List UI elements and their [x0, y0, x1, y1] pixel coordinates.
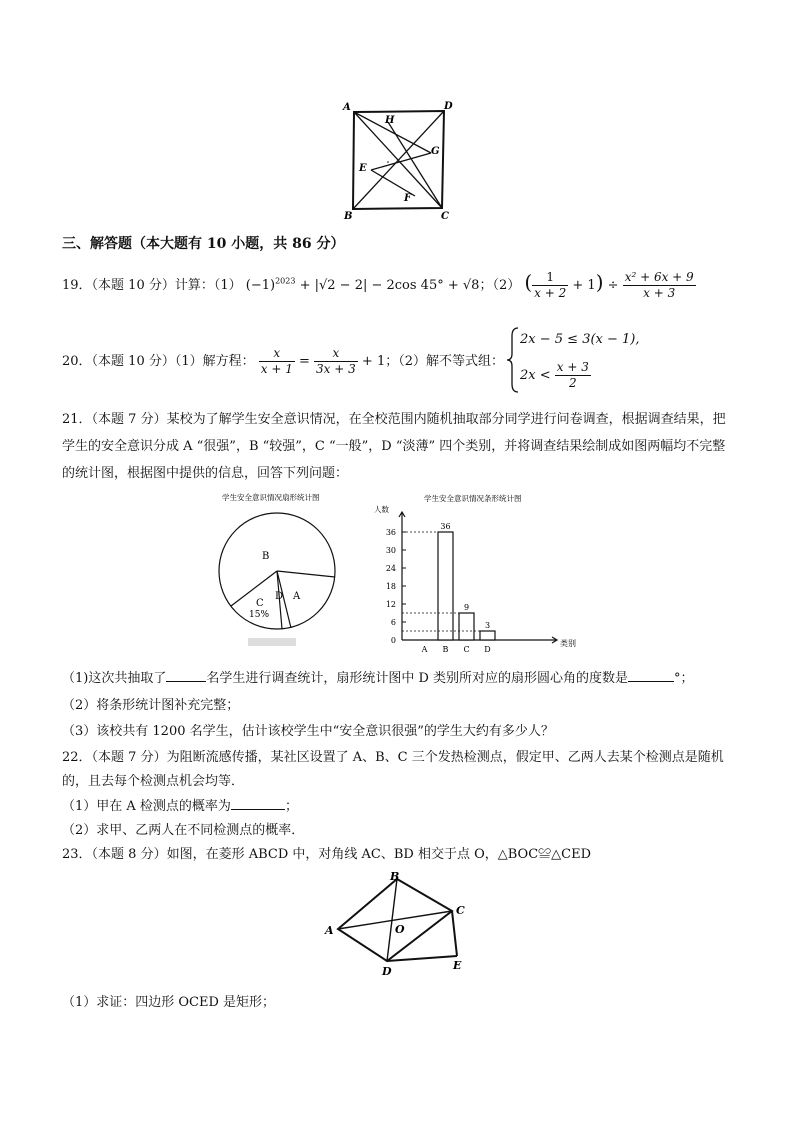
y-tick-label: 30 — [385, 546, 396, 555]
rh-label-E: E — [453, 959, 462, 972]
pie-label-C: C — [256, 598, 264, 609]
pie-title: 学生安全意识情况扇形统计图 — [222, 493, 320, 502]
y-tick-label: 18 — [385, 582, 396, 591]
q23-stem: 23．（本题 8 分）如图，在菱形 ABCD 中，对角线 AC、BD 相交于点 O，△BOC≌△CED — [62, 847, 592, 862]
q20-ineq1: 2x − 5 ≤ 3(x − 1), — [520, 332, 640, 347]
q21-part2: （2）将条形统计图补充完整； — [62, 698, 240, 713]
y-tick-label: 6 — [390, 618, 396, 627]
bar — [480, 631, 495, 640]
q20-tail: + 1；（2）解不等式组： — [361, 354, 504, 369]
pie-chart — [210, 488, 355, 648]
data-label: 36 — [440, 522, 451, 531]
x-tick-label: B — [442, 645, 449, 654]
square-figure — [340, 98, 460, 220]
bar-chart — [362, 488, 587, 658]
q20-frac1: $\frac{x}{x + 1}$ — [260, 346, 293, 376]
q19-exp: 2023 — [275, 276, 296, 286]
q19-plus1: + 1 — [572, 278, 596, 293]
rh-label-A: A — [325, 924, 334, 937]
q20-ineq2: 2x < $\frac{x + 3}{2}$ — [520, 360, 589, 390]
bar — [438, 532, 453, 640]
brace-icon — [506, 326, 520, 394]
pie-label-D: D — [275, 591, 284, 602]
q19-div: ÷ — [607, 278, 619, 293]
q22-stem: 22．（本题 7 分）为阻断流感传播，某社区设置了 A、B、C 三个发热检测点，假定甲、乙两人去某个检测点是随机的，且去每个检测点机会均等． — [62, 750, 724, 789]
y-tick-label: 36 — [385, 528, 396, 537]
data-label: 3 — [484, 621, 491, 630]
x-tick-label: A — [421, 645, 428, 654]
section-title: 三、解答题（本大题有 10 小题，共 86 分） — [62, 236, 345, 252]
rh-label-C: C — [456, 904, 465, 917]
q19-head: 19．（本题 10 分）计算：（1） — [62, 278, 242, 293]
y-axis-label: 人数 — [374, 505, 389, 514]
label-E: E — [359, 163, 367, 174]
q20-frac2: $\frac{x}{3x + 3}$ — [316, 346, 356, 376]
x-axis-label: 类别 — [560, 639, 576, 648]
y-tick-label: 24 — [385, 564, 396, 573]
x-tick-label: C — [463, 645, 470, 654]
q23-part1: （1）求证：四边形 OCED 是矩形； — [62, 995, 276, 1010]
rhombus-figure — [320, 868, 480, 980]
bar-chart-title: 学生安全意识情况条形统计图 — [424, 494, 522, 503]
label-B: B — [344, 211, 353, 220]
q19-frac1: $\frac{1}{x + 2}$ — [534, 270, 567, 300]
q21-part1: （1)这次共抽取了 名学生进行调查统计，扇形统计图中 D 类别所对应的扇形圆心角的度数是 °； — [62, 671, 694, 686]
rh-label-O: O — [395, 923, 405, 936]
question-19: 19．（本题 10 分）计算：（1） $(-1)^{2023} + |√2 - 2| - 2\cos$ 45° + √8；（2） ( $\frac{1}{x + 2}$ + 1) ÷ $\frac{\text{x² + 6x + 9}}{x + 3}$ — [62, 270, 694, 300]
q20-eq: = — [299, 354, 310, 369]
q21-stem: 21．（本题 7 分）某校为了解学生安全意识情况，在全校范围内随机抽取部分同学进行问卷调查，根据调查结果，把学生的安全意识分成 A “很强”，B “较强”，C “一般”，D “淡薄” 四个类别，并将调查结果绘制成如图两幅均不完整的统计图，根据图中提供的信息，回答下列问题： — [62, 412, 726, 481]
question-20 — [62, 346, 504, 377]
q20-head: 20．（本题 10 分）（1）解方程： — [62, 354, 255, 369]
rh-label-B: B — [390, 870, 400, 883]
label-A: A — [343, 102, 351, 113]
q22-part2: （2）求甲、乙两人在不同检测点的概率． — [62, 823, 305, 838]
label-C: C — [441, 211, 449, 220]
pie-label-c-pct: 15% — [249, 610, 270, 620]
pie-label-B: B — [262, 551, 270, 562]
data-label: 9 — [463, 603, 470, 612]
label-F: F — [404, 193, 412, 204]
rh-label-D: D — [382, 965, 392, 978]
label-G: G — [431, 146, 440, 157]
label-H: H — [385, 115, 395, 126]
label-D: D — [444, 101, 453, 112]
x-tick-label: D — [484, 645, 491, 654]
q22-part1: （1）甲在 A 检测点的概率为 ； — [62, 799, 298, 814]
q19-frac2: $\frac{\text{x² + 6x + 9}}{x + 3}$ — [624, 270, 694, 300]
y-tick-label: 0 — [390, 636, 396, 645]
pie-label-A: A — [293, 591, 301, 602]
q21-part3: （3）该校共有 1200 名学生，估计该校学生中“安全意识很强”的学生大约有多少人？ — [62, 724, 554, 739]
q19-base: (−1) — [245, 278, 276, 293]
y-tick-label: 12 — [385, 600, 396, 609]
q19-mid: + |√2 − 2| − 2cos 45° + √8；（2） — [299, 278, 521, 293]
q20-system — [506, 326, 646, 394]
bar — [459, 613, 474, 640]
